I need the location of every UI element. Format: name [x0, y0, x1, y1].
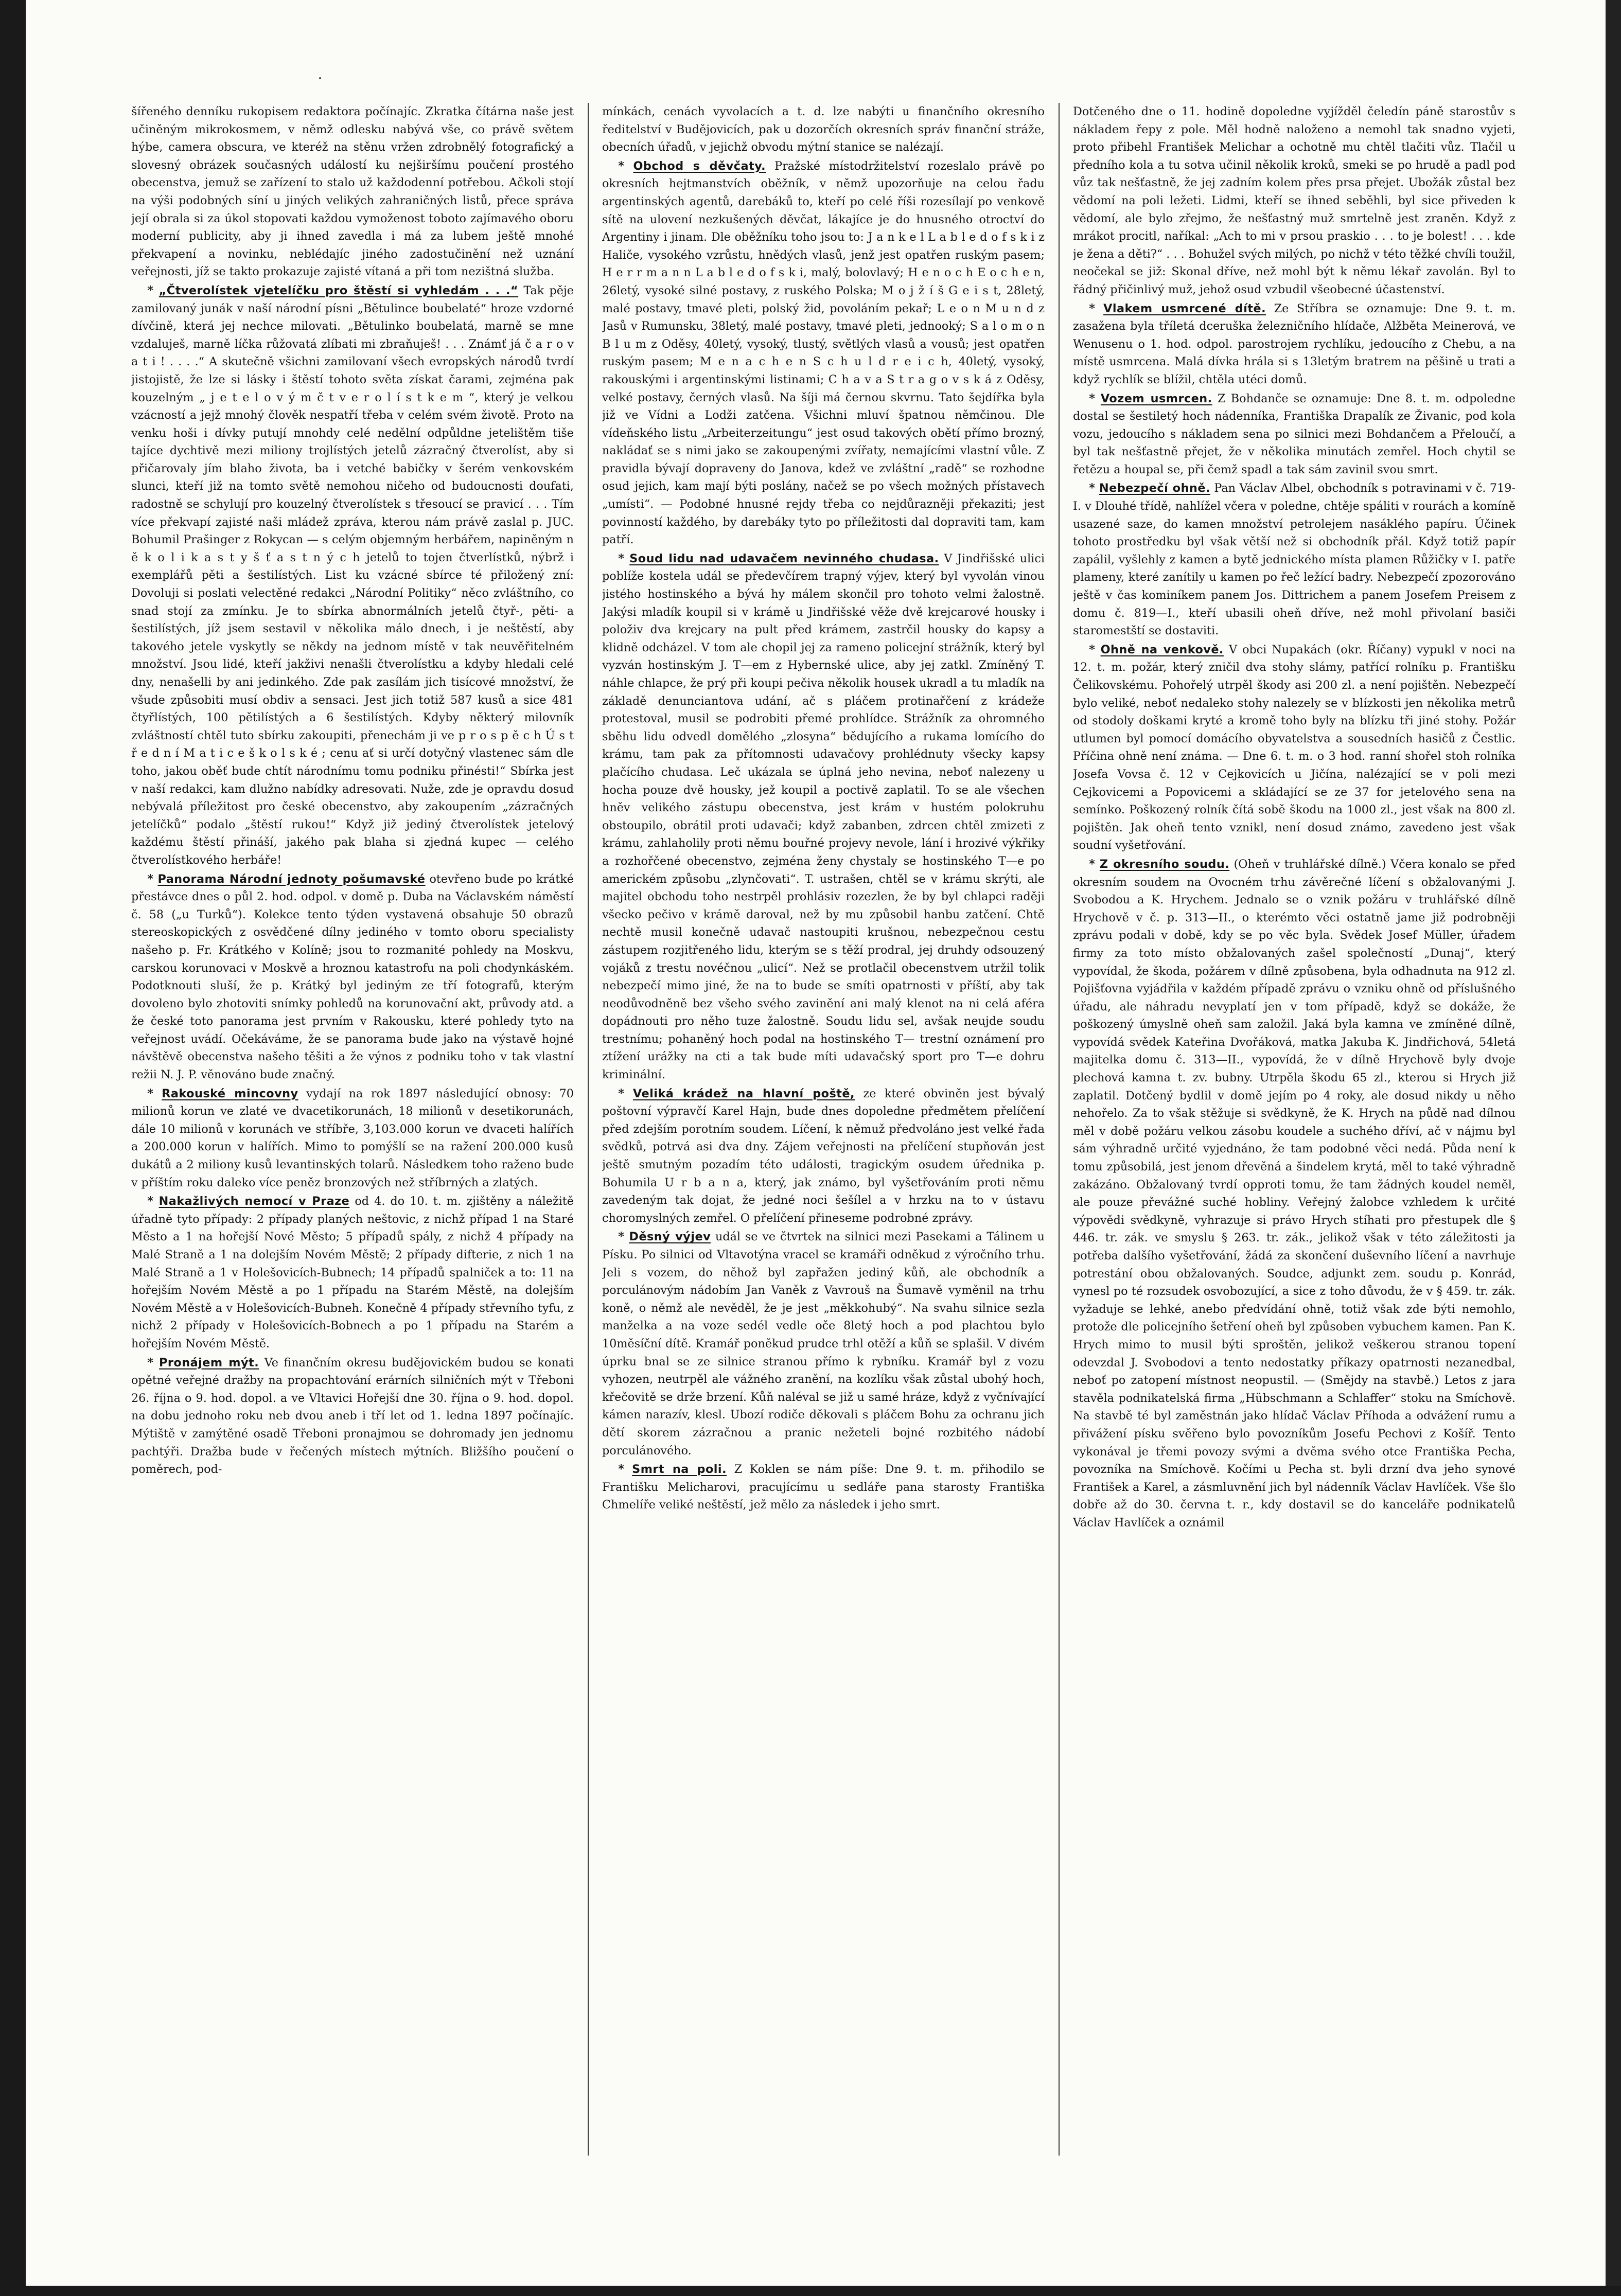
article-body: šířeného denníku rukopisem redaktora počínajíc. Zkratka čítárna naše jest učiněným mikrokosmem, v němž odlesku nabývá vše, co právě světem hýbe, camera obscura, ve kteréž na stěnu vržen zdrobnělý fotografický a slovesný obrázek současných událostí ku nejširšímu poučení prostého obecenstva, jemuž se zařízení to stalo už každodenní potřebou. Ačkoli stojí na výši podobných síní u jiných velikých zahraničných listů, přece správa její obrala si za úkol stopovati každou vymoženost toboto zajímavého oboru moderní publicity, aby ji ihned zavedla i má za lubem ještě mnohé překvapení a novinku, neblédajíc jiného zadostučinění než uznání veřejnosti, jíž se takto prokazuje zajisté vítaná a při tom nezištná služba. [131, 105, 574, 279]
article-c5 [1073, 856, 1516, 1532]
article-heading: Ohně na venkově. [1100, 643, 1224, 656]
article-bullet: * [1089, 482, 1099, 495]
article-c1 [1073, 300, 1516, 389]
article-a3 [131, 1085, 574, 1192]
article-a0 [131, 103, 574, 281]
article-b4 [602, 1228, 1045, 1460]
column-1 [131, 103, 574, 2156]
article-c3 [1073, 479, 1516, 639]
article-heading: Vlakem usmrcené dítě. [1103, 301, 1266, 315]
article-heading: Soud lidu nad udavačem nevinného chudasa. [629, 551, 939, 565]
column-3 [1073, 103, 1516, 2156]
article-a1 [131, 282, 574, 869]
article-body: V Jindřišské ulici poblíže kostela udál se předevčírem trapný výjev, který byl vyvolán vinou jistého hostinského a bývá hy málem skončil pro tohoto velmi žalostně. Jakýsi mladík koupil si v krámě u Jindřišské věže dvě krejcarové housky i položiv dva krejcary na pult před krámem, zastrčil housky do kapsy a klidně odcházel. V tom ale chopil jej za rameno policejní strážník, který byl vyzván hostinským J. T—em z Hybernské ulice, aby jej zatkl. Zmíněný T. náhle chlapce, že prý při koupi pečiva několik housek ukradl a tu mladík na základě denunciantova udání, ač s pláčem protinařčení z krádeže protestoval, musil se podrobiti přemé prohlídce. Strážník za ohromného sběhu lidu odvedl domělého „zlosyna“ bědujícího a rukama lomícího do krámu, tam pak za přítomnosti udavačovy prohlédnuty všecky kapsy plačícího chudasa. Leč ukázala se úplná jeho nevina, neboť nalezeny u hocha pouze dvě housky, jež koupil a poctivě zaplatil. To se ale všechen hněv velikého zástupu obecenstva, jest krám v hustém polokruhu obstoupilo, obrátil proti udavači; když zabanben, zdrcen chtěl zmizeti z krámu, zahlaholily proti němu bouřné projevy nevole, lání i hrozivé výkřiky a rozhořčené obecenstvo, zejména ženy chystaly se hostinského T—e po americkém způsobu „zlynčovati“. T. ustrašen, chtěl se v krámu skrýti, ale majitel obchodu toho nestrpěl prohlásiv rozezlen, že by byl chlapci raději všecko pečivo v krámě daroval, než by mu způsobil hanbu zatčení. Chtě nechtě musil konečně udavač nastoupiti krušnou, nebezpečnou cestu zástupem rozjitřeného lidu, kterým se s těží prodral, jej druhdy odsouzený vojáků z trestu novéčnou „ulicí“. Než se protlačil obecenstvem utržil tolik nebezpečí mimo jiné, že na to bude se smíti opatrnosti v příští, aby tak neodůvodněně bez všeho svého zavinění ani malý klenot na ni celá aféra dopádnouti pro něho tuze žalostně. Soudu lidu sel, avšak neujde soudu trestnímu; pohaněný hoch podal na hostinského T— trestní oznámení pro ztížení urážky na cti a tak bude míti udavačský sport pro T—e dohru kriminální. [602, 551, 1045, 1082]
article-c4 [1073, 641, 1516, 855]
article-heading: Veliká krádež na hlavní poště, [633, 1087, 855, 1100]
article-body: vydají na rok 1897 následující obnosy: 70 milionů korun ve zlaté ve dvacetikorunách, 18 milionů v desetikorunách, dále 10 milionů v korunách ve stříbře, 3,103.000 korun ve dvaceti halířích a 200.000 korun v halířích. Mimo to pomýšlí se na ražení 200.000 kusů dukátů a 2 miliony kusů levantinských tolarů. Následkem toho raženo bude v příštím roku daleko více peněz bronzových než stříbrných a zlatých. [131, 1087, 574, 1189]
article-body: V obci Nupakách (okr. Říčany) vypukl v noci na 12. t. m. požár, který zničil dva stohy slámy, patřící rolníku p. Františku Čelikovskému. Pohořelý utrpěl škody asi 200 zl. a není pojištěn. Nebezpečí bylo veliké, neboť nedaleko stohy nalezely se v blízkosti jen několika metrů od stodoly doškami kryté a kromě toho byly na blízku tři jiné stohy. Požár utlumen byl pomocí domácího obyvatelstva a sousedních hasičů z Čestlic. Příčina ohně není známa. — Dne 6. t. m. o 3 hod. ranní shořel stoh rolníka Josefa Vovsa č. 12 v Cejkovicích u Jičína, nalézající se v poli mezi Cejkovicemi a Popovicemi a skládající se ze 37 for jetelového sena na semínko. Poškozený rolník čítá sobě škodu na 1000 zl., jest však na 800 zl. pojištěn. Jak oheň tento vznikl, není dosud známo, zavedeno jest však soudní vyšetřování. [1073, 643, 1516, 852]
article-body: Tak pěje zamilovaný junák v naší národní písni „Bětulince boubelaté“ hroze vzdorné dívčině, která jej nechce milovati. „Bětulinko boubelatá, marně se mne vzdaluješ, marně líčka růžovatá zlíbati mi zbraňuješ! . . . Známť já č a r o v a t i ! . . . .“ A skutečně všichni zamilovaní všech evropských národů tvrdí jistojistě, že lze si lásky i štěstí tohoto světa získat čarami, zejména pak kouzelným „ j e t e l o v ý m č t v e r o l í s t k e m “, který je velkou vzácností a jejž mnohý člověk nespatří třeba v celém svém životě. Proto na venku hoši i dívky putují mnohdy celé nedělní odpůldne jetelištěm tiše tajíce dychtivě mezi miliony trojlístých jetelů zázračný čtverolíst, aby si přičarovaly jím blaho života, ba i vetché babičky v šerém venkovském slunci, kteří již na tomto světě nemohou ničeho od budoucnosti doufati, radostně se schylují pro kouzelný čtverolístek s třesoucí se pravicí . . . Tím více překvapí zajisté naši mládež zpráva, kterou nám právě zaslal p. JUC. Bohumil Prašinger z Rokycan — s celým objemným herbářem, napiněným n ě k o l i k a s t y š ť a s t n ý c h jetelů to tojen čtverlístků, nýbrž i exemplářů pěti a šestilístých. List ku vzácné sbírce té přiložený zní: Dovoluji si poslati velectěné redakci „Národní Politiky“ něco zvláštního, co snad stojí za zmínku. Je to sbírka abnormálních jetelů čtyř-, pěti- a šestilístých, jíž jsem sestavil v několika málo dnech, i je neštěstí, aby takového jetele vyskytly se někdy na jednom místě v tak neuvěřitelném množství. Jsou lidé, kteří jakživi nenašli čtverolístku a kdyby hledali celé dny, nenašelli by ani jedinkého. Zde pak zasílám jich tisícové množství, že všude způsobiti musí obdiv a sensaci. Jest jich totiž 587 kusů a sice 481 čtyřlístých, 100 pětilístých a 6 šestilístých. Kdyby některý milovník zvláštností chtěl tuto sbírku zakoupiti, přenechám ji ve p r o s p ě c h Ú s t ř e d n í M a t i c e š k o l s k é ; cenu ať si určí dotyčný vlastenec sám dle toho, jakou oběť bude chtít národnímu tomu podniku přinésti!“ Sbírka jest v naší redakci, kam dlužno nabídky adresovati. Nuže, zde je opravdu dosud nebývalá příležitost pro české obecenstvo, aby zakoupením „zázračných jetelíčků“ podalo „štěstí rukou!“ Když již jediný čtverolístek jetelový každému štěstí přináší, jakého pak blaha si zjedná kupec — celého čtverolístkového herbáře! [131, 283, 574, 867]
article-b0 [602, 103, 1045, 156]
article-heading: „Čtverolístek vjetelíčku pro štěstí si vyhledám . . .“ [158, 283, 519, 297]
article-body: ze které obviněn jest bývalý poštovní výpravčí Karel Hajn, bude dnes dopoledne předmětem přelíčení před zdejším porotním soudem. Líčení, k němuž předvoláno jest velké řada svědků, potrvá asi dva dny. Zájem veřejnosti na přelíčení stupňován jest ještě smutným pozadím této události, tragickým osudem úřednika p. Bohumila U r b a n a, který, jak známo, byl vyšetřováním proti němu zavedeným tak dojat, že jedné noci šešílel a v hrzku na to v ústavu choromyslných zemřel. O přelíčení přineseme podrobné zprávy. [602, 1087, 1045, 1225]
article-heading: Rakouské mincovny [162, 1087, 298, 1100]
article-bullet: * [147, 1087, 162, 1100]
article-a5 [131, 1354, 574, 1479]
article-body: Ze Stříbra se oznamuje: Dne 9. t. m. zasažena byla tříletá dceruška železničního hlídače, Alžběta Meinerová, ve Wenusenu o 1. hod. odpol. parostrojem rychlíku, jedoucího z Chebu, a na místě usmrcena. Malá dívka hrála si s 13letým bratrem na pěšině u trati a když rychlík se blížil, chtěla utéci domů. [1073, 301, 1516, 386]
scan-left-border [0, 0, 26, 2296]
scan-bottom-border [0, 2286, 1621, 2296]
article-b5 [602, 1461, 1045, 1514]
article-heading: Vozem usmrcen. [1100, 391, 1212, 405]
article-heading: Obchod s děvčaty. [633, 159, 766, 173]
article-body: Pražské místodržitelství rozeslalo právě po okresních hejtmanstvích oběžník, v němž upozorňuje na celou řadu argentinských agentů, darebáků to, kteří po celé říši rozesílají po venkově sítě na ulovení nezkušených děvčat, lákajíce je do hnusného otroctví do Argentiny i jinam. Dle oběžníku toho jsou to: J a n k e l L a b l e d o f s k i z Haliče, vysokého vzrůstu, hnědých vlasů, jenž jest opatřen ruským pasem; H e r r m a n n L a b l e d o f s k i, malý, bolovlavý; H e n o c h E o c h e n, 26letý, vysoké silné postavy, z ruského Polska; M o j ž í š G e i s t, 28letý, malé postavy, tmavé pleti, polský žid, povoláním pekař; L e o n M u n d z Jasů v Rumunsku, 38letý, malé postavy, tmavé pleti, jednooký; S a l o m o n B l u m z Oděsy, 40letý, vysoký, tlustý, světlých vlasů a vousů; jest opatřen ruským pasem; M e n a c h e n S c h u l d r e i c h, 40letý, vysoký, rakouskými i argentinskými listinami; C h a v a S t r a g o v s k á z Oděsy, velké postavy, černých vlasů. Na šíji má černou skvrnu. Tato šejdířka byla již ve Vídni a Lodži zatčena. Všichni mluví špatnou němčinou. Dle vídeňského listu „Arbeiterzeitungu“ jest osud takových obětí přímo brozný, nakládať se s nimi jako se zakoupenými zvířaty, nemajícími vlastní vůle. Z pravidla bývají dopraveny do Janova, kdež ve zvláštní „radě“ se rozhodne osud jejich, kam mají býti poslány, načež se po všech možných přístavech „umísti“. — Podobné hnusné rejdy třeba co nejdůrazněji překaziti; jest povinností každého, by darebáky tyto po příležitosti dal dopraviti tam, kam patří. [602, 159, 1045, 547]
article-bullet: * [618, 159, 633, 173]
article-bullet: * [147, 1195, 159, 1208]
article-a2 [131, 870, 574, 1084]
column-2 [602, 103, 1045, 2156]
article-heading: Panorama Národní jednoty pošumavské [157, 872, 426, 886]
article-body: Ve finančním okresu budějovickém budou se konati opětné veřejné dražby na propachtování erárních silničních mýt v Třeboni 26. října o 9. hod. dopol. a ve Vltavici Hořejší dne 30. října o 9. hod. dopol. na dobu jednoho roku neb dvou aneb i tří let od 1. ledna 1897 počínajíc. Mýtiště v zamýtěné osadě Třeboni pronajmou se dohromady jen jednomu pachtýři. Dražba bude v řečených místech mýtních. Bližšího poučení o poměrech, pod- [131, 1356, 574, 1476]
article-bullet: * [147, 1356, 160, 1369]
article-body: Z Bohdanče se oznamuje: Dne 8. t. m. odpoledne dostal se šestiletý hoch nádenníka, Františka Drapalík ze Živanic, pod kola vozu, jedoucího s nákladem sena po silnici mezi Bohdančem a Přeloučí, a byl tak nešťastně přejet, že v několika minutách zemřel. Hoch chytil se řetězu a houpal se, při čemž spadl a tak sám zavinil svou smrt. [1073, 391, 1516, 476]
article-bullet: * [618, 1230, 629, 1244]
article-bullet: * [1089, 391, 1101, 405]
article-bullet: * [618, 1463, 632, 1476]
print-mark [319, 77, 321, 79]
article-body: od 4. do 10. t. m. zjištěny a náležitě úřadně tyto případy: 2 případy planých neštovic, z nichž případ 1 na Staré Město a 1 na hořejší Nové Město; 5 případů spály, z nichž 4 případy na Malé Straně a 1 na dolejším Novém Městě; 2 případy difterie, z nich 1 na Malé Straně a 1 v Holešovicích-Bubnech; 14 případů spalniček a to: 11 na hořejším Novém Městě a po 1 případu na Starém Městě, na dolejším Novém Městě a v Holešovicích-Bubneh. Konečně 4 případy střevního tyfu, z nichž 2 případy v Holešovicích-Bobnech a po 1 případu na Starém a hořejším Novém Městě. [131, 1195, 574, 1350]
article-body: Dotčeného dne o 11. hodině dopoledne vyjížděl čeledín páně starostův s nákladem řepy z pole. Měl hodně naloženo a nemohl tak snadno vyjeti, proto přibehl František Melichar a ochotně mu chtěl tlačiti vůz. Tlačil u předního kola a tu sotva učinil několik kroků, smeki se po hrudě a padl pod vůz tak nešťastně, že jej zadním kolem přes prsa přejet. Ubožák zůstal bez vědomí na poli ležeti. Lidmi, kteří se ihned seběhli, byl sice přiveden k vědomí, ale bylo zřejmo, že nešťastný muž smrtelně jest zraněn. Když z mrákot procitl, naříkal: „Ach to mi v prsou praskio . . . to je bolest! . . . kde je žena a děti?“ . . . Bohužel svých milých, po nichž v této těžké chvíli toužil, neočekal se již: Skonal dříve, než mohl být k němu lékař zavolán. Byl to řádný přičinlivý muž, jehož osud vzbudil všeobecné účastenství. [1073, 105, 1516, 296]
article-body: Pan Václav Albel, obchodník s potravinami v č. 719-I. v Dlouhé třídě, nahlížel včera v poledne, chtěje spáliti v rourách a komíně usazené saze, do kamen množství petrolejem nasáklého papíru. Účinek tohoto prostředku byl však větší než si obchodník přál. Když totiž papír zapálil, vyšlehly z kamen a bytě jednického místa plamen Růžičky v I. patře plameny, které zanítily u kamen po řeč ležící badry. Nebezpečí zpozorováno ještě v čas kominíkem panem Jos. Dittrichem a panem Josefem Preisem z domu č. 819—I., kteří ubasili oheň dříve, než mohl přivolaní basiči staromestští se dostaviti. [1073, 482, 1516, 638]
article-bullet: * [147, 283, 159, 297]
article-c0 [1073, 103, 1516, 299]
article-b1 [602, 157, 1045, 549]
article-heading: Nakažlivých nemocí v Praze [158, 1195, 350, 1208]
article-body: udál se ve čtvrtek na silnici mezi Pasekami a Tálinem u Písku. Po silnici od Vltavotýna vracel se kramáři odněkud z výročního trhu. Jeli s vozem, do něhož byl zapřažen jediný kůň, ale obchodník a porculánovým nádobím Jan Vaněk z Vavrouš na Šumavě vyměnil na trhu koně, o němž ale nevěděl, že je jest „měkkohubý“. Na svahu silnice sezla manželka a na voze sedél vedle oče 8letý hoch a pod plachtou bylo 10měsíční dítě. Kramář poněkud prudce trhl otěží a kůň se splašil. V divém úprku bnal se ze silnice stranou přímo k rybníku. Kramář byl z vozu vyhozen, neutrpěl ale vážného zranění, na kozlíku však zůstal ubohý hoch, křečovitě se drže brzení. Kůň naléval se již u samé hráze, když z vyčnívající kámen narazív, klesl. Ubozí rodiče děkovali s pláčem Bohu za ochranu jich dětí skorem zázračnou a pranic nežeteli bojné rozbitého nádobí porculánového. [602, 1230, 1045, 1457]
article-body: (Oheň v truhlářské dílně.) Včera konalo se před okresním soudem na Ovocném trhu závěrečné líčení s obžalovanými J. Svobodou a K. Hrychem. Jednalo se o vznik požáru v truhlářské dílně Hrychově v č. p. 313—II., o kterémto věci ostatně jame již podrobněji zprávu podali v době, kdy se po věc byla. Svědek Josef Müller, úřadem firmy za toto místo obžalovaných zašel společností „Dunaj“, který vypovídal, že škoda, požárem v dílně způsobena, byla odhadnuta na 912 zl. Pojišťovna vyjádřila v každém případě zprávu o vzniku ohně od příslušného úřadu, ale náhradu nevyplatí jen v tom případě, když se dokáže, že poškozený úmyslně oheň sam založil. Jaká byla kamna ve zmíněné dílně, vypovídá svědek Kateřina Dvořáková, matka Jakuba K. Jindřichová, 54letá majitelka domu č. 313—II., vypovídá, že v dílně Hrychově byly dvoje plechová kamna t. zv. bubny. Utrpěla škodu 65 zl., kterou si Hrych již zaplatil. Dotčený bydlil v domě jejím po 4 roky, ale dosud nikdy u něho nehořelo. Za to však stěžuje si svědkyně, že K. Hrych na půdě nad dílnou měl v době požáru velkou zásobu koudele a suchého dříví, ač v nájmu byl sám výhradně určité vyjednáno, že tam podobné věci nedá. Půda není k tomu způsobilá, jest jenom dřevěná a šindelem krytá, měl to také výhradně zakázáno. Obžalovaný tvrdí opproti tomu, že tam žádných koudel neměl, ale pouze převážné suché hobliny. Veřejný žalobce vzhledem k určité výpovědi svědkyně, vyhrazuje si právo Hrych stíhati pro přestupek dle § 446. tr. zák. ve smyslu § 263. tr. zák., jelikož však v této záležitosti ja potřeba dalšího vyšetřování, žádá za skončení duševního líčení a navrhuje potrestání obou obžalovaných. Soudce, adjunkt zem. soudu p. Konrád, vynesl po té rozsudek osvobozující, a sice z toho důvodu, že v § 459. tr. zák. vyžaduje se lehké, anebo předvídání ohně, totiž však zde býti nemohlo, protože dle policejního šetření oheň byl způsoben vybuchem kamen. Pan K. Hrych mimo to musil býti sproštěn, jelikož veškerou stranou topení odevzdal J. Svobodovi a tento nedostatky příkazy opatrnosti nezanedbal, neboť po zatopení místnost neopustil. — (Smějdy na stavbě.) Letos z jara stavěla podnikatelská firma „Hübschmann a Schlaffer“ stoku na Smíchově. Na stavbě té byl zaměstnán jako hlídač Václav Příhoda a odvážení rumu a přivážení písku svěřeno bylo povozníkům Josefu Pechovi z Košíř. Tento vykonával je třemi povozy svými a dvěma svého otce Františka Pecha, povozníka na Smíchově. Kočími u Pecha st. byli drzní dva jeho synové František a Karel, a zásmluvnění jich byl nádenník Václav Havlíček. Vše šlo dobře až do 30. června t. r., kdy dostavil se do kanceláře podnikatelů Václav Havlíček a oznámil [1073, 857, 1516, 1529]
article-b3 [602, 1085, 1045, 1227]
article-c2 [1073, 390, 1516, 479]
article-body: otevřeno bude po krátké přestávce dnes o půl 2. hod. odpol. v domě p. Duba na Václavském náměstí č. 58 („u Turků“). Kolekce tento týden vystavená obsahuje 50 obrazů stereoskopických z osvědčené dílny jediného v tomto oboru specialisty našeho p. Fr. Krátkého v Kolíně; jsou to rozmanité pohledy na Moskvu, carskou korunovaci v Moskvě a hroznou katastrofu na poli chodynkáském. Podotknouti sluší, že p. Krátký byl jediným ze tří fotografů, kterým dovoleno bylo zhotoviti snímky pohledů na korunovační akt, průvody atd. a že české toto panorama jest prvním v Rakousku, které pohledy tyto na veřejnost uvádí. Očekáváme, že se panorama bude jako na výstavě hojné návštěvě obecenstva našeho těšiti a že výnos z podniku toho v tak vlastní režii N. J. P. věnováno bude značný. [131, 872, 574, 1082]
article-bullet: * [618, 551, 630, 565]
article-a4 [131, 1193, 574, 1352]
article-body: mínkách, cenách vyvolacích a t. d. lze nabýti u finančního okresního ředitelství v Budějovicích, pak u dozorčích okresních správ finanční stráže, obecních úřadů, v jejichž obvodu mýtní stanice se nalézají. [602, 105, 1045, 154]
article-heading: Z okresního soudu. [1099, 857, 1230, 871]
article-b2 [602, 550, 1045, 1084]
article-bullet: * [618, 1087, 633, 1100]
article-bullet: * [1089, 643, 1101, 656]
article-bullet: * [1089, 301, 1104, 315]
article-bullet: * [1089, 857, 1100, 871]
columns [131, 103, 1516, 2156]
scan-right-border [1606, 0, 1621, 2296]
article-heading: Pronájem mýt. [159, 1356, 259, 1369]
article-body: Z Koklen se nám píše: Dne 9. t. m. přihodilo se Františku Melicharovi, pracujícímu u sedláře pana starosty Františka Chmelíře veliké neštěstí, jež mělo za následek i jeho smrt. [602, 1463, 1045, 1512]
article-bullet: * [147, 872, 158, 886]
article-heading: Děsný výjev [629, 1230, 711, 1244]
article-heading: Smrt na poli. [632, 1463, 727, 1476]
article-heading: Nebezpečí ohně. [1099, 482, 1210, 495]
